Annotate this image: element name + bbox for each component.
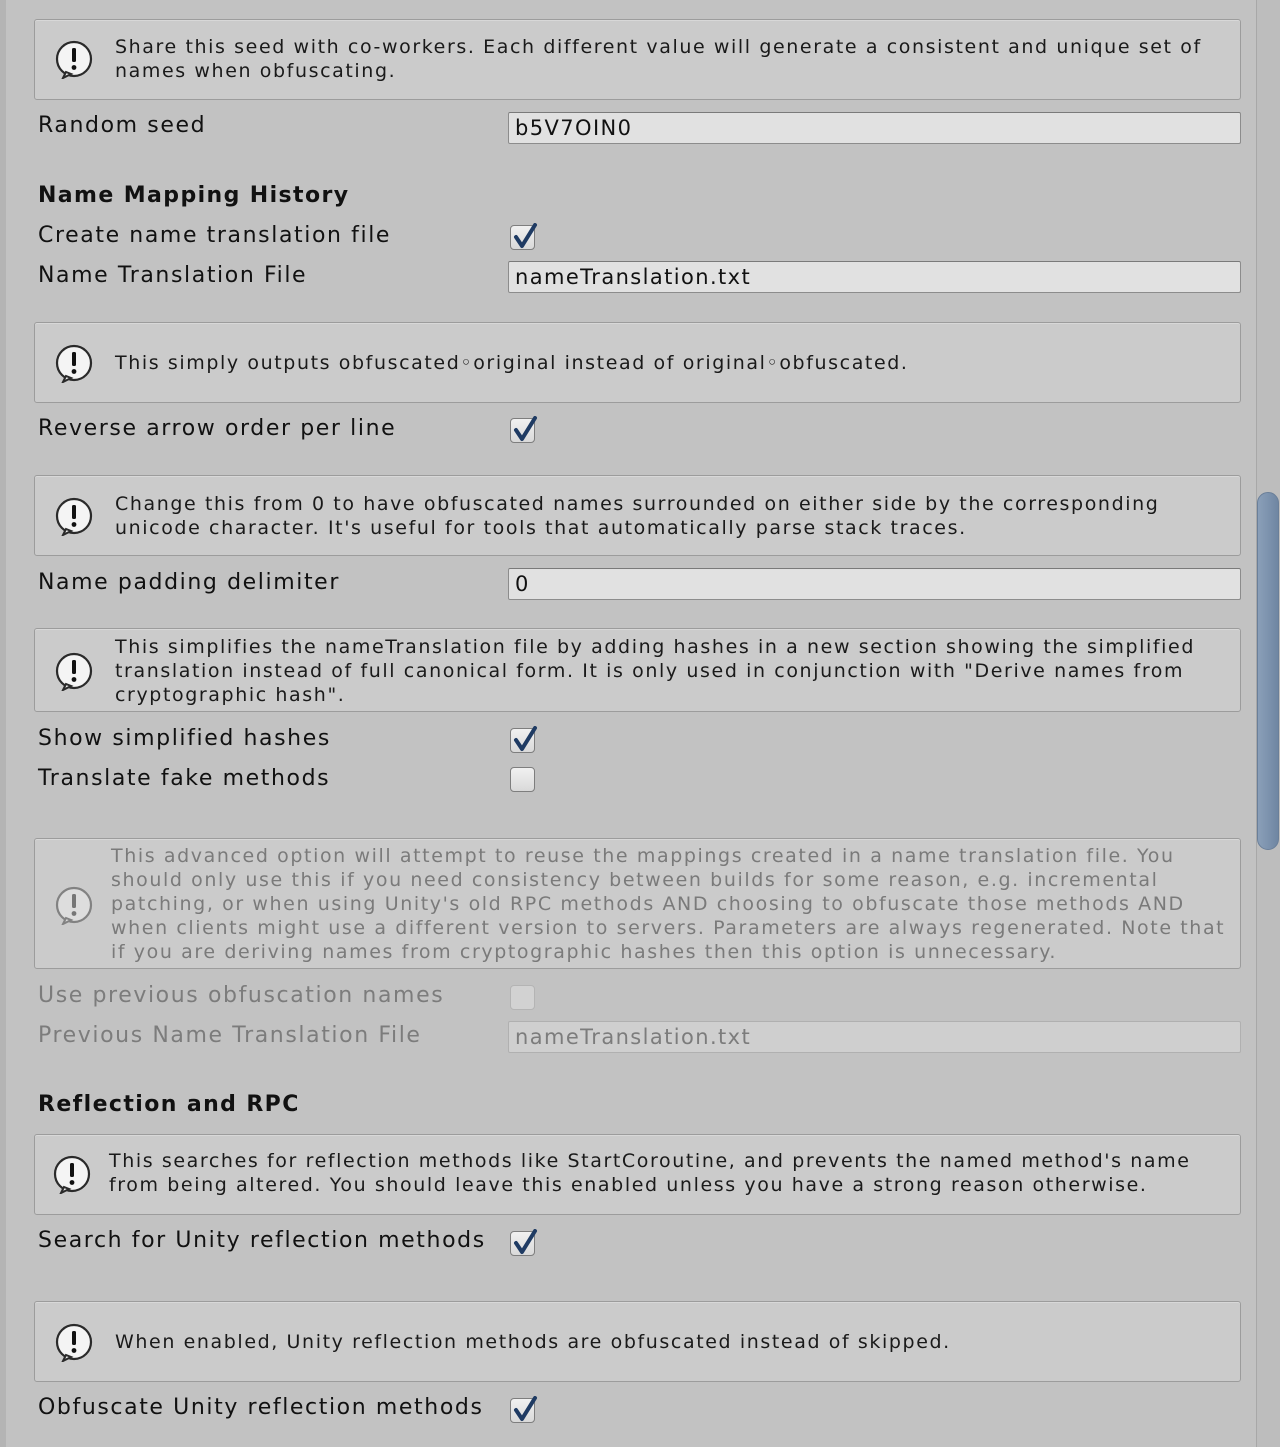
info-icon — [54, 1322, 94, 1362]
scrollbar-thumb[interactable] — [1257, 492, 1279, 850]
translation-file-input[interactable]: nameTranslation.txt — [508, 261, 1241, 293]
info-icon — [54, 39, 94, 79]
help-text: Share this seed with co-workers. Each different value will generate a consistent and unique set of names when obfuscating. — [115, 36, 1202, 82]
helpbox-reflection — [34, 1134, 1241, 1215]
random-seed-input[interactable]: b5V7OIN0 — [508, 112, 1241, 144]
help-text: Change this from 0 to have obfuscated names surrounded on either side by the corresponding unicode character. It's useful for tools that automatically parse stack traces. — [115, 493, 1160, 539]
search-reflection-checkbox[interactable] — [510, 1231, 535, 1256]
translate-fake-checkbox[interactable] — [510, 767, 535, 792]
create-translation-label: Create name translation file — [38, 223, 392, 248]
name-mapping-heading: Name Mapping History — [38, 183, 350, 208]
info-icon — [54, 343, 94, 383]
helpbox-simplified — [34, 628, 1241, 712]
help-text: This simplifies the nameTranslation file by adding hashes in a new section showing the simplified translation instead of full canonical form. It is only used in conjunction with "Derive names from cryptographic hash". — [115, 636, 1195, 706]
helpbox-seed — [34, 19, 1241, 100]
help-text: When enabled, Unity reflection methods are obfuscated instead of skipped. — [115, 1331, 951, 1353]
obfuscate-reflection-checkbox[interactable] — [510, 1398, 535, 1423]
random-seed-label: Random seed — [38, 113, 207, 138]
padding-delimiter-input[interactable]: 0 — [508, 568, 1241, 600]
reverse-arrow-label: Reverse arrow order per line — [38, 416, 397, 441]
checkmark-icon — [513, 726, 539, 754]
info-icon — [54, 885, 94, 925]
create-translation-checkbox[interactable] — [510, 225, 535, 250]
info-icon — [54, 651, 94, 691]
helpbox-previous — [34, 838, 1241, 969]
panel-left-edge — [0, 0, 6, 1447]
info-icon — [54, 496, 94, 536]
show-hashes-checkbox[interactable] — [510, 728, 535, 753]
help-text: This simply outputs obfuscated◦original instead of original◦obfuscated. — [115, 352, 909, 374]
translation-file-label: Name Translation File — [38, 263, 308, 288]
obfuscate-reflection-label: Obfuscate Unity reflection methods — [38, 1395, 484, 1420]
previous-file-label: Previous Name Translation File — [38, 1023, 422, 1048]
padding-delimiter-label: Name padding delimiter — [38, 570, 340, 595]
helpbox-obfuscate-reflection — [34, 1301, 1241, 1382]
info-icon — [52, 1154, 92, 1194]
checkmark-icon — [513, 223, 539, 251]
helpbox-reverse — [34, 322, 1241, 403]
checkmark-icon — [513, 1396, 539, 1424]
reverse-arrow-checkbox[interactable] — [510, 418, 535, 443]
show-hashes-label: Show simplified hashes — [38, 726, 331, 751]
checkmark-icon — [513, 416, 539, 444]
search-reflection-label: Search for Unity reflection methods — [38, 1228, 486, 1253]
checkmark-icon — [513, 1229, 539, 1257]
use-previous-checkbox[interactable] — [510, 985, 535, 1010]
help-text: This searches for reflection methods like StartCoroutine, and prevents the named method's name from being altered. You should leave this enabled unless you have a strong reason otherwise. — [109, 1150, 1191, 1196]
reflection-heading: Reflection and RPC — [38, 1092, 300, 1117]
help-text: This advanced option will attempt to reuse the mappings created in a name translation file. You should only use this if you need consistency between builds for some reason, e.g. incremental patching, or when using Unity's old RPC methods AND choosing to obfuscate those methods AND when clients might use a different version to servers. Parameters are always regenerated. Note that if you are deriving names from cryptographic hashes then this option is unnecessary. — [111, 845, 1226, 963]
use-previous-label: Use previous obfuscation names — [38, 983, 445, 1008]
previous-file-input[interactable]: nameTranslation.txt — [508, 1021, 1241, 1053]
helpbox-padding — [34, 475, 1241, 556]
translate-fake-label: Translate fake methods — [38, 766, 331, 791]
